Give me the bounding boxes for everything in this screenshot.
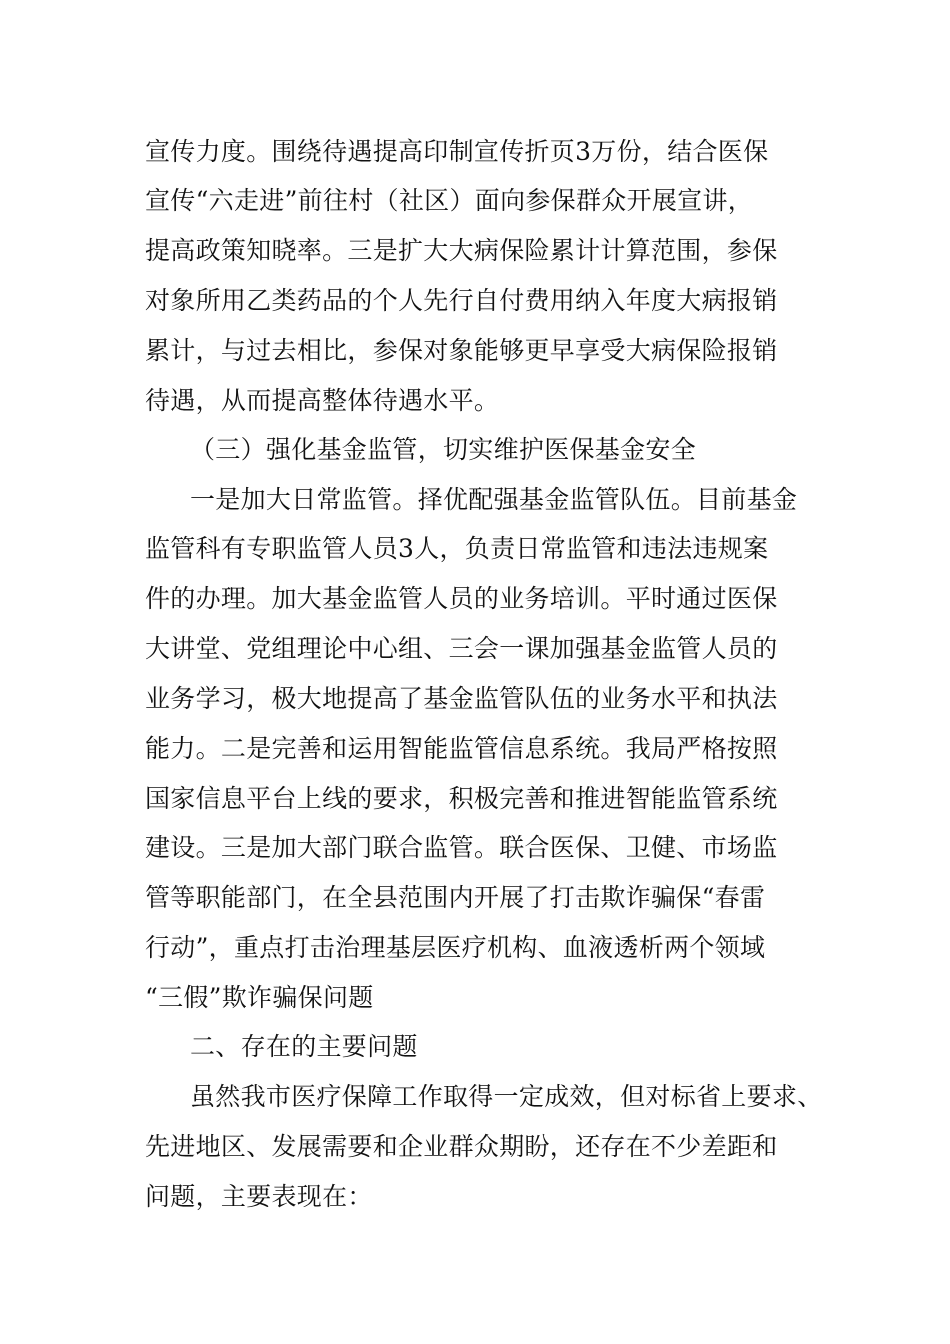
text-line: 宣传“六走进”前往村（社区）面向参保群众开展宣讲， (145, 186, 754, 215)
text-line: 管等职能部门，在全县范围内开展了打击欺诈骗保“春雷 (145, 883, 766, 912)
text-line: 业务学习，极大地提高了基金监管队伍的业务水平和执法 (145, 684, 778, 713)
text-line: 行动”，重点打击治理基层医疗机构、血液透析两个领域 (145, 933, 766, 962)
text-line: 先进地区、发展需要和企业群众期盼，还存在不少差距和 (145, 1132, 778, 1161)
text-line: 累计，与过去相比，参保对象能够更早享受大病保险报销 (145, 336, 778, 365)
text-line: 提高政策知晓率。三是扩大大病保险累计计算范围，参保 (145, 236, 778, 265)
section-heading: 二、存在的主要问题 (190, 1032, 418, 1061)
text-line: 待遇，从而提高整体待遇水平。 (145, 386, 500, 415)
text-line: 问题，主要表现在： (145, 1182, 373, 1211)
text-line: 对象所用乙类药品的个人先行自付费用纳入年度大病报销 (145, 286, 778, 315)
text-line: “三假”欺诈骗保问题 (145, 983, 374, 1012)
text-line: 件的办理。加大基金监管人员的业务培训。平时通过医保 (145, 584, 778, 613)
section-heading: （三）强化基金监管，切实维护医保基金安全 (190, 435, 697, 464)
text-line: 监管科有专职监管人员3人，负责日常监管和违法违规案 (145, 534, 769, 563)
text-line: 建设。三是加大部门联合监管。联合医保、卫健、市场监 (145, 833, 778, 862)
text-line: 一是加大日常监管。择优配强基金监管队伍。目前基金 (190, 485, 798, 514)
text-line: 能力。二是完善和运用智能监管信息系统。我局严格按照 (145, 734, 778, 763)
text-line: 国家信息平台上线的要求，积极完善和推进智能监管系统 (145, 784, 778, 813)
text-line: 大讲堂、党组理论中心组、三会一课加强基金监管人员的 (145, 634, 778, 663)
text-line: 虽然我市医疗保障工作取得一定成效，但对标省上要求、 (190, 1082, 823, 1111)
text-line: 宣传力度。围绕待遇提高印制宣传折页3万份，结合医保 (145, 137, 769, 166)
